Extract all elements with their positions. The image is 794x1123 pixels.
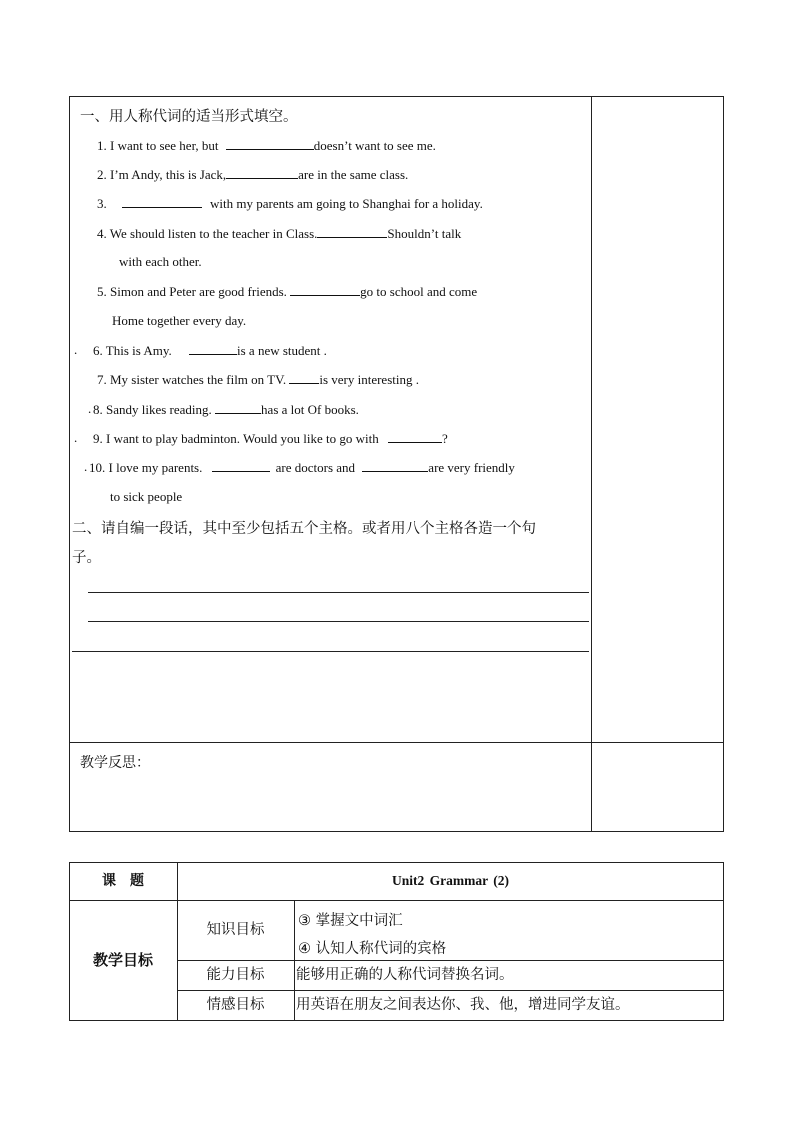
answer-blank[interactable] [215, 401, 261, 414]
knowledge-objective-line-1: ③ 掌握文中词汇 [298, 913, 403, 929]
knowledge-objective-label: 知识目标 [206, 922, 265, 938]
question-5: 5. Simon and Peter are good friends. go to school and come [97, 284, 478, 299]
part1-title: 一、用人称代词的适当形式填空。 [80, 109, 298, 125]
answer-blank[interactable] [189, 342, 237, 355]
question-3: 3. with my parents am going to Shanghai for a holiday. [97, 196, 483, 211]
writing-line-2[interactable] [88, 621, 589, 622]
writing-line-1[interactable] [88, 592, 589, 593]
objectives-label: 教学目标 [92, 951, 153, 969]
exercise-table-column-divider [591, 96, 592, 832]
question-5-continuation: Home together every day. [112, 313, 247, 328]
answer-blank[interactable] [290, 283, 360, 296]
part2-instruction-line2: 子。 [72, 550, 101, 566]
answer-blank[interactable] [212, 459, 270, 472]
topic-label: 课 题 [102, 873, 144, 889]
question-6: 6. This is Amy. is a new student . [93, 343, 327, 358]
question-8-prefix: . [88, 401, 92, 416]
question-4: 4. We should listen to the teacher in Class. Shouldn’t talk [97, 226, 462, 241]
question-10: 10. I love my parents. are doctors and are very friendly [89, 460, 515, 475]
question-10-prefix: . [84, 459, 88, 474]
answer-blank[interactable] [388, 430, 442, 443]
answer-blank[interactable] [289, 371, 319, 384]
question-10-continuation: to sick people [110, 489, 183, 504]
ability-objective-label: 能力目标 [206, 967, 265, 983]
question-1: 1. I want to see her, but doesn’t want to see me. [97, 138, 436, 153]
answer-blank[interactable] [362, 459, 428, 472]
question-2: 2. I’m Andy, this is Jack, are in the same class. [97, 167, 409, 182]
question-6-prefix: . [74, 342, 78, 357]
answer-blank[interactable] [226, 166, 298, 179]
exercise-table-row-divider [69, 742, 724, 743]
question-9: 9. I want to play badminton. Would you like to go with ? [93, 431, 448, 446]
writing-line-3[interactable] [72, 651, 589, 652]
question-8: 8. Sandy likes reading. has a lot Of books. [93, 402, 359, 417]
lesson-table-divider [294, 900, 295, 1021]
knowledge-objective-line-2: ④ 认知人称代词的宾格 [298, 941, 447, 957]
part2-instruction-line1: 二、请自编一段话，其中至少包括五个主格。或者用八个主格各造一个句 [72, 521, 536, 537]
question-number: 1. [97, 138, 107, 153]
emotion-objective-label: 情感目标 [206, 997, 265, 1013]
emotion-objective-text: 用英语在朋友之间表达你、我、他，增进同学友谊。 [296, 997, 630, 1013]
ability-objective-text: 能够用正确的人称代词替换名词。 [296, 967, 514, 983]
question-9-prefix: . [74, 430, 78, 445]
question-4-continuation: with each other. [119, 254, 202, 269]
topic-value: Unit2 Grammar (2) [392, 873, 509, 888]
answer-blank[interactable] [226, 137, 314, 150]
reflection-label: 教学反思： [80, 755, 150, 771]
answer-blank[interactable] [122, 195, 202, 208]
question-7: 7. My sister watches the film on TV. is very interesting . [97, 372, 419, 387]
answer-blank[interactable] [317, 225, 387, 238]
